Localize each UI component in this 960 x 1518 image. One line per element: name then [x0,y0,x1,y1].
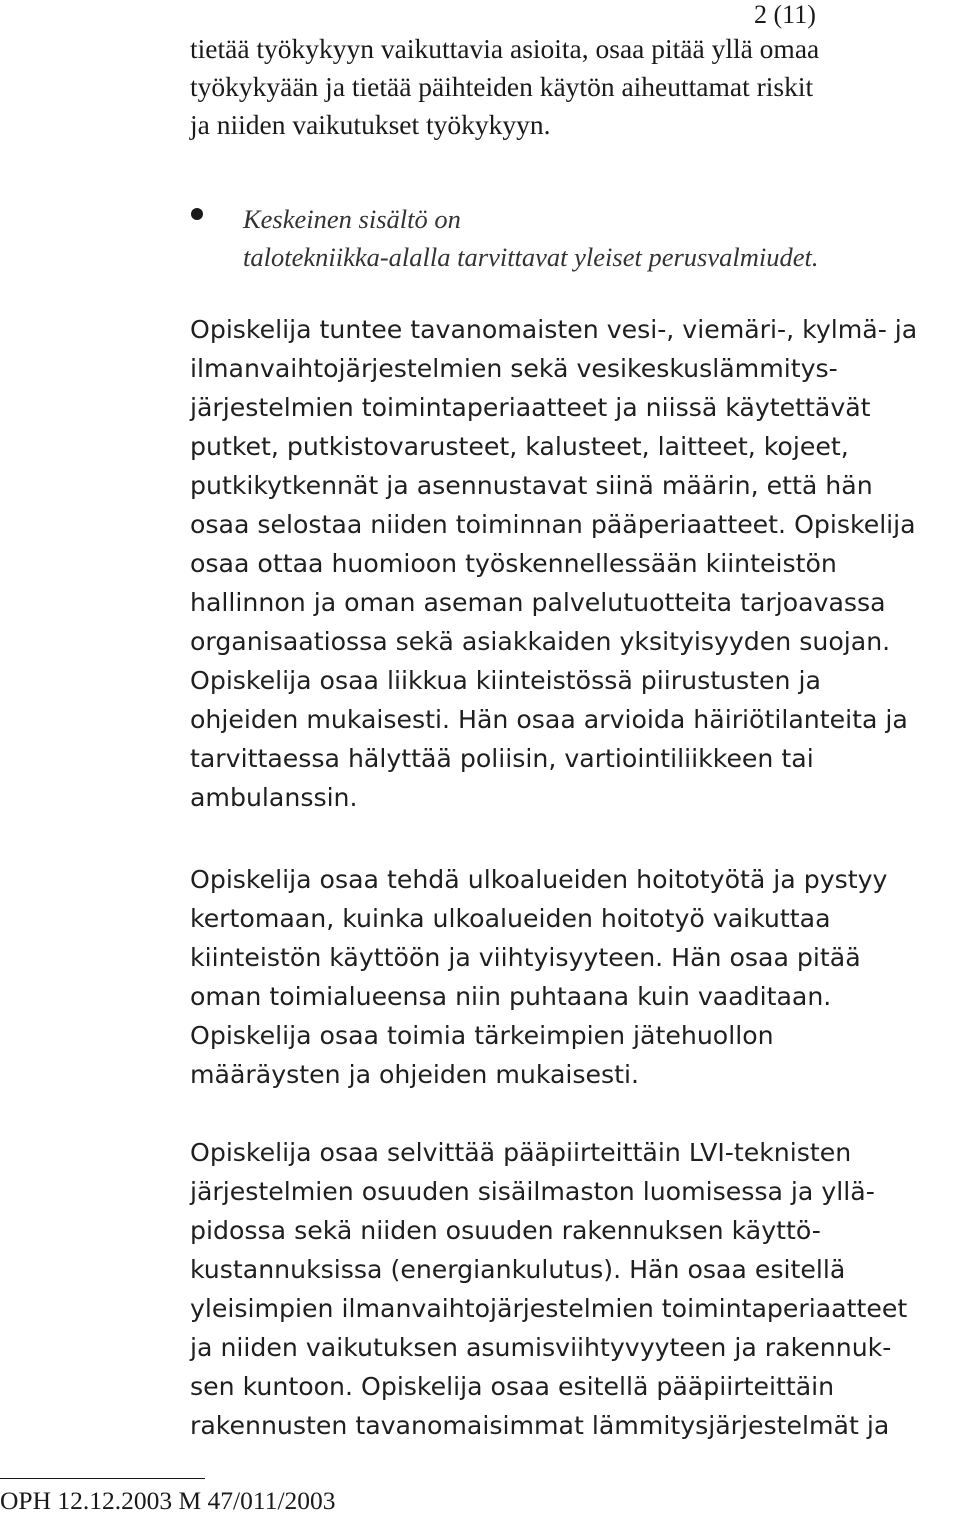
text-line: Keskeinen sisältö on [243,204,461,234]
text-line: putkikytkennät ja asennustavat siinä määrin, että hän [190,471,873,500]
text-line: kustannuksissa (energiankulutus). Hän osaa esitellä [190,1255,846,1284]
text-line: määräysten ja ohjeiden mukaisesti. [190,1060,640,1089]
text-line: sen kuntoon. Opiskelija osaa esitellä pääpiirteittäin [190,1372,835,1401]
text-line: järjestelmien osuuden sisäilmaston luomisessa ja yllä- [190,1177,875,1206]
text-line: työkykyään ja tietää päihteiden käytön aiheuttamat riskit [190,71,814,102]
text-line: oman toimialueensa niin puhtaana kuin vaaditaan. [190,982,832,1011]
footer-rule [0,1478,205,1479]
text-line: ilmanvaihtojärjestelmien sekä vesikeskuslämmitys- [190,354,838,383]
text-line: hallinnon ja oman aseman palvelutuotteita tarjoavassa [190,588,886,617]
text-line: Opiskelija osaa tehdä ulkoalueiden hoitotyötä ja pystyy [190,865,888,894]
footer-reference: OPH 12.12.2003 M 47/011/2003 [0,1486,336,1515]
text-line: tarvittaessa hälyttää poliisin, vartiointiliikkeen tai [190,744,814,773]
text-line: Opiskelija osaa liikkua kiinteistössä piirustusten ja [190,666,821,695]
text-line: Opiskelija osaa selvittää pääpiirteittäin LVI-teknisten [190,1138,852,1167]
page-number: 2 (11) [754,0,816,29]
intro-paragraph [190,30,950,144]
text-line: kiinteistön käyttöön ja viihtyisyyteen. Hän osaa pitää [190,943,861,972]
paragraph-1 [190,310,955,817]
text-line: ambulanssin. [190,783,358,812]
bullet-text [243,200,819,276]
text-line: Opiskelija tuntee tavanomaisten vesi-, viemäri-, kylmä- ja [190,315,918,344]
text-line: osaa ottaa huomioon työskennellessään kiinteistön [190,549,837,578]
text-line: rakennusten tavanomaisimmat lämmitysjärjestelmät ja [190,1411,890,1440]
text-line: Opiskelija osaa toimia tärkeimpien jätehuollon [190,1021,774,1050]
bullet-icon [191,208,203,220]
text-line: kertomaan, kuinka ulkoalueiden hoitotyö vaikuttaa [190,904,831,933]
text-line: järjestelmien toimintaperiaatteet ja niissä käytettävät [190,393,871,422]
text-line: osaa selostaa niiden toiminnan pääperiaatteet. Opiskelija [190,510,916,539]
paragraph-2 [190,860,955,1094]
text-line: putket, putkistovarusteet, kalusteet, laitteet, kojeet, [190,432,849,461]
text-line: yleisimpien ilmanvaihtojärjestelmien toimintaperiaatteet [190,1294,908,1323]
text-line: talotekniikka-alalla tarvittavat yleiset perusvalmiudet. [243,242,819,272]
text-line: ja niiden vaikutuksen asumisviihtyvyyteen ja rakennuk- [190,1333,892,1362]
text-line: organisaatiossa sekä asiakkaiden yksityisyyden suojan. [190,627,891,656]
text-line: tietää työkykyyn vaikuttavia asioita, osaa pitää yllä omaa [190,33,820,64]
text-line: ohjeiden mukaisesti. Hän osaa arvioida häiriötilanteita ja [190,705,908,734]
paragraph-3 [190,1133,955,1445]
text-line: ja niiden vaikutukset työkykyyn. [190,109,551,140]
text-line: pidossa sekä niiden osuuden rakennuksen käyttö- [190,1216,821,1245]
